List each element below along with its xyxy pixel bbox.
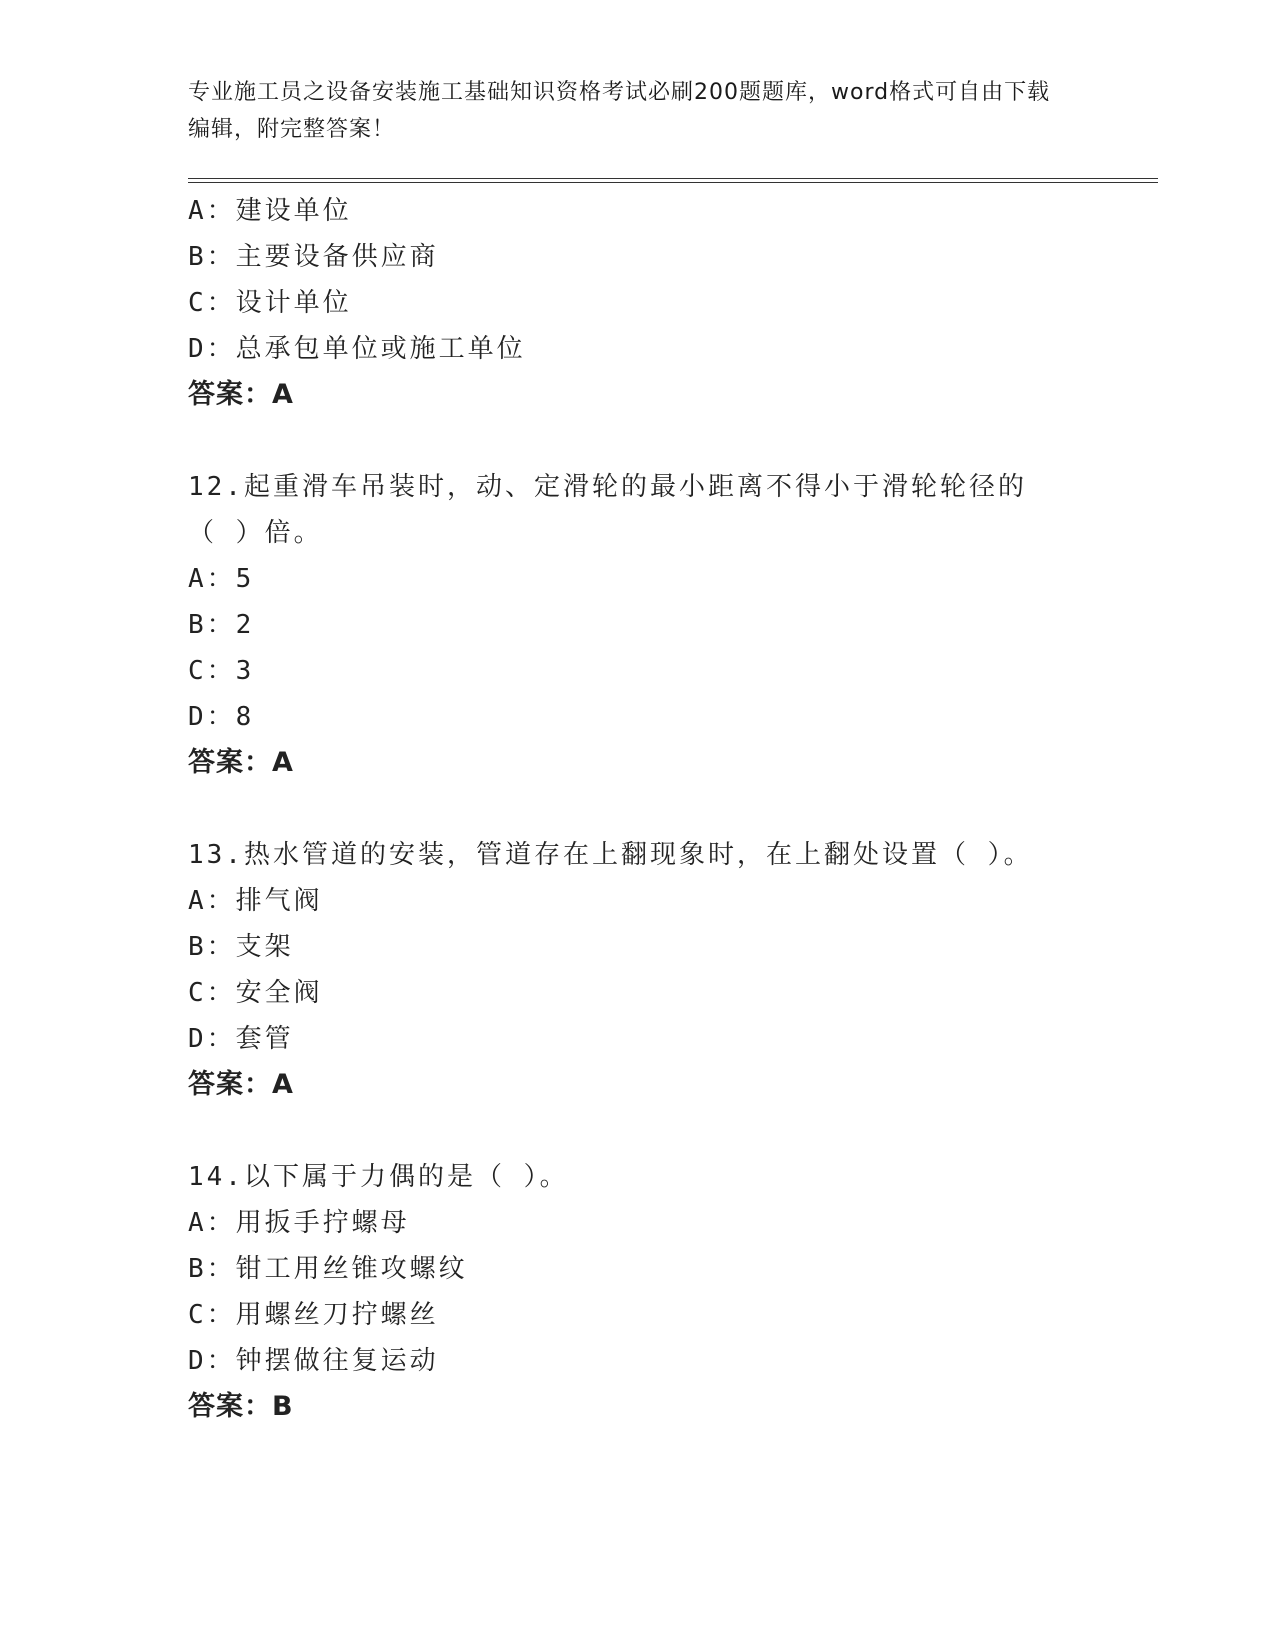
question-14-block — [188, 1154, 1088, 1430]
answer: 答案：A — [188, 379, 294, 410]
question-title: 12.起重滑车吊装时，动、定滑轮的最小距离不得小于滑轮轮径的（ ）倍。 — [188, 472, 1027, 548]
document-header: 专业施工员之设备安装施工基础知识资格考试必刷200题题库，word格式可自由下载编辑，附完整答案！ — [188, 80, 1051, 142]
option-b: B：2 — [188, 610, 255, 640]
option-d: D：钟摆做往复运动 — [188, 1346, 439, 1376]
option-d: D：总承包单位或施工单位 — [188, 334, 526, 364]
option-c: C：安全阀 — [188, 978, 323, 1008]
option-b: B：主要设备供应商 — [188, 242, 439, 272]
header-divider-top — [188, 178, 1158, 179]
option-a: A：5 — [188, 564, 255, 594]
option-a: A：建设单位 — [188, 196, 352, 226]
option-c: C：用螺丝刀拧螺丝 — [188, 1300, 439, 1330]
option-c: C：设计单位 — [188, 288, 352, 318]
header-divider-bottom — [188, 182, 1158, 183]
option-a: A：排气阀 — [188, 886, 323, 916]
option-b: B：支架 — [188, 932, 294, 962]
answer: 答案：A — [188, 1069, 294, 1100]
answer: 答案：A — [188, 747, 294, 778]
question-12-block — [188, 464, 1088, 786]
option-a: A：用扳手拧螺母 — [188, 1208, 410, 1238]
answer: 答案：B — [188, 1391, 294, 1422]
question-list — [188, 188, 1088, 1430]
question-title: 14.以下属于力偶的是（ ）。 — [188, 1162, 569, 1192]
question-title: 13.热水管道的安装，管道存在上翻现象时，在上翻处设置（ ）。 — [188, 840, 1033, 870]
option-c: C：3 — [188, 656, 255, 686]
question-13-block — [188, 832, 1088, 1108]
question-11-block — [188, 188, 1088, 418]
option-b: B：钳工用丝锥攻螺纹 — [188, 1254, 468, 1284]
option-d: D：套管 — [188, 1024, 294, 1054]
option-d: D：8 — [188, 702, 255, 732]
